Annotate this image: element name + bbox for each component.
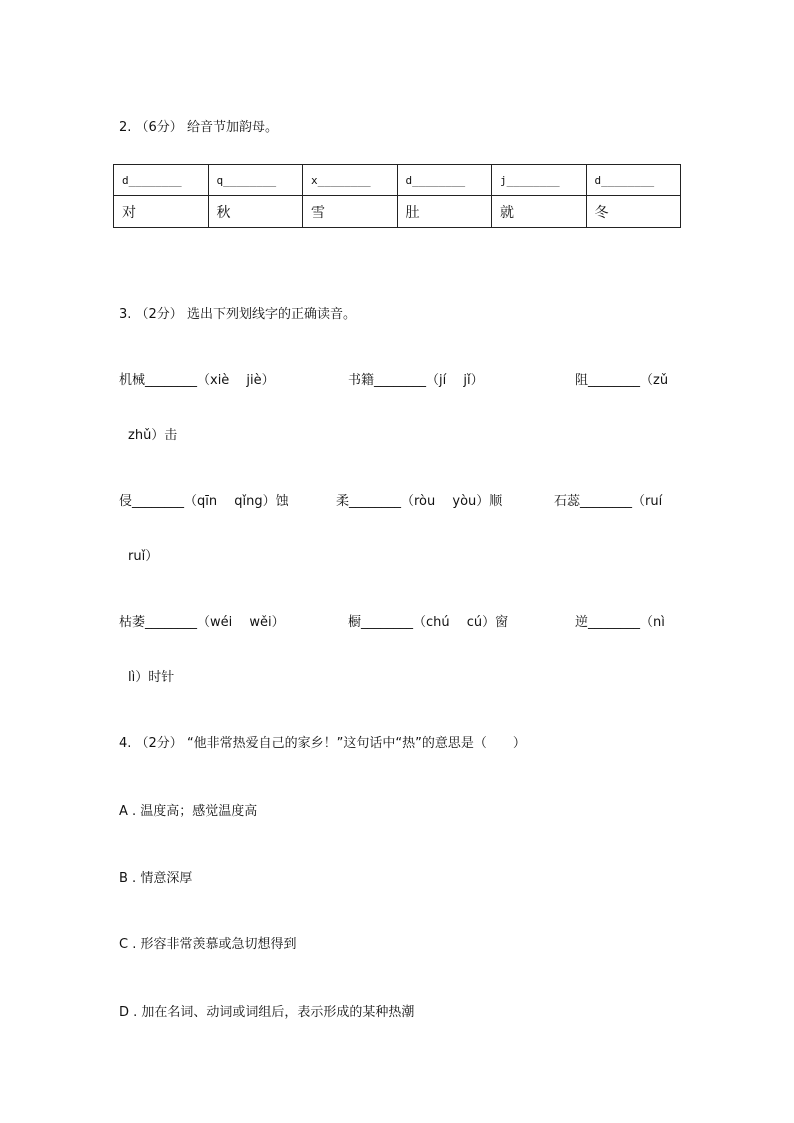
pronunciation-item[interactable]: 橱________（chú cú）窗 <box>348 615 509 630</box>
pinyin-table <box>113 164 681 228</box>
pronunciation-item[interactable]: 柔________（ròu yòu）顺 <box>336 494 503 509</box>
syllable-blank[interactable]: q________ <box>208 165 303 196</box>
pronunciation-item[interactable]: 机械________（xiè jiè） <box>119 373 275 388</box>
table-char: 对 <box>114 196 209 228</box>
question-3-title: 3. （2分） 选出下列划线字的正确读音。 <box>119 307 356 322</box>
pronunciation-item[interactable]: 侵________（qīn qǐng）蚀 <box>119 494 289 509</box>
pronunciation-item[interactable]: 逆________（nì <box>575 615 665 630</box>
table-char: 就 <box>492 196 587 228</box>
pronunciation-item[interactable]: 石蕊________（ruí <box>554 494 663 509</box>
pronunciation-item[interactable]: 枯萎________（wéi wěi） <box>119 615 285 630</box>
syllable-blank[interactable]: d________ <box>586 165 681 196</box>
pronunciation-item-cont: zhǔ）击 <box>128 428 178 443</box>
option-a[interactable]: A . 温度高；感觉温度高 <box>119 804 258 819</box>
table-char: 秋 <box>208 196 303 228</box>
pronunciation-item-cont: lì）时针 <box>128 670 175 685</box>
syllable-blank[interactable]: d________ <box>114 165 209 196</box>
table-char: 肚 <box>397 196 492 228</box>
option-c[interactable]: C . 形容非常羡慕或急切想得到 <box>119 937 297 952</box>
option-d[interactable]: D . 加在名词、动词或词组后，表示形成的某种热潮 <box>119 1005 415 1020</box>
pronunciation-item[interactable]: 书籍________（jí jǐ） <box>348 373 484 388</box>
syllable-blank[interactable]: x________ <box>303 165 398 196</box>
question-4-title: 4. （2分） “他非常热爱自己的家乡！”这句话中“热”的意思是（ ） <box>119 736 526 751</box>
pronunciation-item[interactable]: 阻________（zǔ <box>575 373 669 388</box>
table-char: 雪 <box>303 196 398 228</box>
syllable-blank[interactable]: j________ <box>492 165 587 196</box>
question-2-title: 2. （6分） 给音节加韵母。 <box>119 120 278 135</box>
table-char: 冬 <box>586 196 681 228</box>
syllable-blank[interactable]: d________ <box>397 165 492 196</box>
pronunciation-item-cont: ruǐ） <box>128 549 159 564</box>
option-b[interactable]: B . 情意深厚 <box>119 871 193 886</box>
